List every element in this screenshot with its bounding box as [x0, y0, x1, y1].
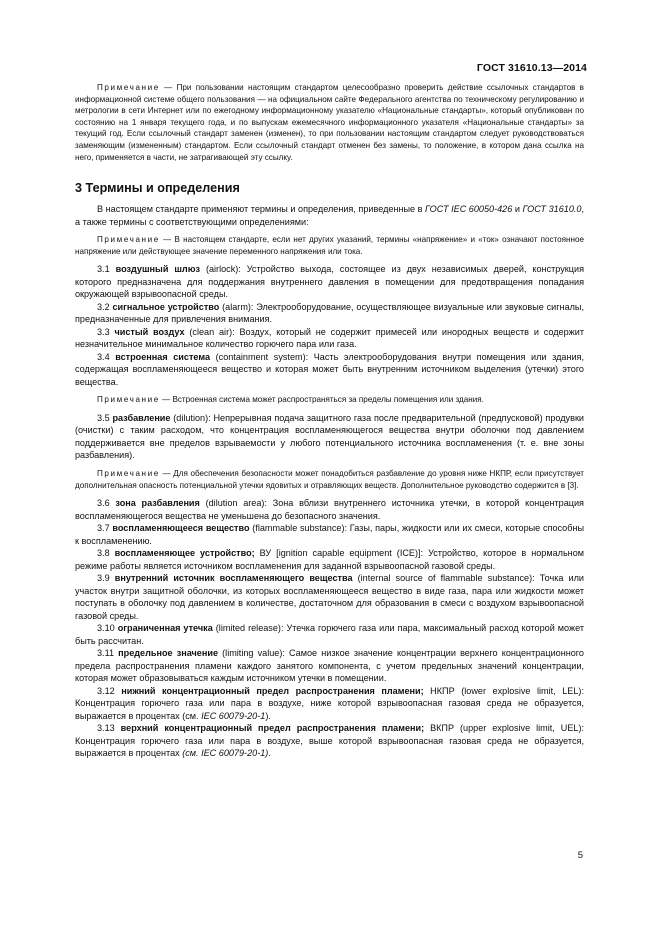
term-name: ограниченная утечка [117, 623, 213, 634]
term-3-6: 3.6 зона разбавления (dilution area): Зона вблизи внутреннего источника утечки, в которой концентрация воспламеняющегося вещества не уменьшена до безопасного значения. [75, 498, 584, 521]
term-3-3: 3.3 чистый воздух (clean air): Воздух, который не содержит примесей или инородных веществ и содержит незначительное минимальное количество горючего пара или газа. [75, 326, 584, 350]
document-header: ГОСТ 31610.13—2014 [476, 62, 587, 74]
term-name: воспламеняющее устройство; [114, 548, 255, 559]
term-name: предельное значение [118, 648, 219, 659]
term-name: встроенная система [115, 351, 211, 362]
term-3-13: 3.13 верхний концентрационный предел распространения пламени; ВКПР (upper explosive limit, UEL): Концентрация горючего газа или пара в воздухе, выше которой взрывоопасная газовая среда не образуется, выражается в процентах (см. IEC 60079-20-1). [75, 723, 584, 759]
term-name: верхний концентрационный предел распространения пламени; [120, 723, 425, 734]
term-name: воспламеняющееся вещество [112, 523, 250, 534]
term-3-5-note: Примечание — Для обеспечения безопасности может понадобиться разбавление до уровня ниже НКПР, если присутствует дополнительная опасность потенциальной утечки ядовитых и отравляющих веществ. Дополнительное руководство содержится в [3]. [75, 468, 585, 490]
intro-note: Примечание — В настоящем стандарте, если нет других указаний, термины «напряжение» и «ток» означают постоянное напряжение или действующее значение переменного напряжения или тока. [75, 235, 584, 256]
reference-link: (см. IEC 60079-20-1) [182, 748, 269, 759]
reference-link: ГОСТ IEC 60050-426 [425, 204, 513, 215]
term-3-7: 3.7 воспламеняющееся вещество (flammable substance): Газы, пары, жидкости или их смеси, которые способны к воспламенению. [75, 523, 584, 546]
term-3-4-note: Примечание — Встроенная система может распространяться за пределы помещения или здания. [97, 395, 484, 405]
term-3-1: 3.1 воздушный шлюз (airlock): Устройство выхода, состоящее из двух независимых дверей, конструкция которого предназначена для поддержания внутреннего давления в помещении для предотвращения попадания окружающей взрывоопасной среды. [75, 264, 584, 300]
reference-link: ГОСТ 31610.0 [522, 204, 582, 215]
note-text: При пользовании настоящим стандартом целесообразно проверить действие ссылочных стандартов в информационной системе общего пользования — на официальном сайте Федерального агентства по техническому регулированию и метрологии в сети Интернет или по ежегодному информационному указателю «Национальные стандарты», который опубликован по состоянию на 1 января текущего года, и по выпускам ежемесячного информационного указателя «Национальные стандарты» за текущий год. Если ссылочный стандарт заменен (изменен), то при пользовании настоящим стандартом следует руководствоваться заменяющим (измененным) стандартом. Если ссылочный стандарт отменен без замены, то положение, в котором дана ссылка на него, применяется в части, не затрагивающей эту ссылку. [75, 83, 584, 162]
term-3-4: 3.4 встроенная система (containment system): Часть электрооборудования внутри помещения или здания, содержащая воспламеняющееся вещество и которая может быть внутренним источником выделения (утечки) этого вещества. [75, 351, 584, 387]
term-3-10: 3.10 ограниченная утечка (limited release): Утечка горючего газа или пара, максимальный расход которой может быть рассчитан. [75, 623, 585, 646]
term-3-9: 3.9 внутренний источник воспламеняющего вещества (internal source of flammable substance): Точка или участок внутри защитной оболочки, из которых воспламеняющееся вещество в виде газа, пара или жидкости может поступать в оболочку под давлением в количестве, достаточном для образования в смеси с воздухом взрывоопасной газовой среды. [75, 573, 584, 621]
term-name: разбавление [112, 412, 171, 423]
top-note: Примечание — При пользовании настоящим стандартом целесообразно проверить действие ссылочных стандартов в информационной системе общего пользования — на официальном сайте Федерального агентства по техническому регулированию и метрологии в сети Интернет или по ежегодному информационному указателю «Национальные стандарты», который опубликован по состоянию на 1 января текущего года, и по выпускам ежемесячного информационного указателя «Национальные стандарты» за текущий год. Если ссылочный стандарт заменен (изменен), то при пользовании настоящим стандартом следует руководствоваться заменяющим (измененным) стандартом. Если ссылочный стандарт отменен без замены, то положение, в котором дана ссылка на него, применяется в части, не затрагивающей эту ссылку. [75, 83, 584, 162]
page-content [75, 82, 584, 760]
term-name: зона разбавления [115, 498, 200, 509]
term-name: внутренний источник воспламеняющего вещества [114, 573, 353, 584]
term-name: нижний концентрационный предел распространения пламени; [121, 685, 424, 696]
term-3-11: 3.11 предельное значение (limiting value): Самое низкое значение концентрации верхнего концентрационного предела распространения пламени каждого занятого компонента, с учетом предельных значений концентрации, которая может образовываться каждым источником утечки в помещении. [75, 648, 584, 684]
reference-link: IEC 60079-20-1 [201, 710, 266, 721]
term-name: чистый воздух [114, 326, 185, 337]
section-intro: В настоящем стандарте применяют термины и определения, приведенные в ГОСТ IEC 60050-426 и ГОСТ 31610.0, а также термины с соответствующими определениями: [75, 204, 584, 227]
term-3-8: 3.8 воспламеняющее устройство; ВУ [ignition capable equipment (ICE)]: Устройство, которое в нормальном режиме работы является источником воспламенения для заданной взрывоопасной газовой среды. [75, 548, 585, 571]
term-3-5: 3.5 разбавление (dilution): Непрерывная подача защитного газа после предварительной (предпусковой) продувки (очистки) с таким расходом, что концентрация воспламеняющегося вещества внутри оболочки под давлением поддерживается вне пределов взрываемости у любого потенциального источника воспламенения (т. е. вне зоны разбавления). [75, 412, 584, 461]
section-title: 3 Термины и определения [75, 181, 240, 196]
note-label: Примечание [97, 83, 160, 92]
term-name: сигнальное устройство [112, 301, 220, 312]
term-name: воздушный шлюз [115, 264, 200, 275]
page-number: 5 [577, 850, 583, 861]
term-3-2: 3.2 сигнальное устройство (alarm): Электрооборудование, осуществляющее визуальные или звуковые сигналы, предназначенные для привлечения внимания. [75, 301, 584, 325]
term-3-12: 3.12 нижний концентрационный предел распространения пламени; НКПР (lower explosive limit, LEL): Концентрация горючего газа или пара в воздухе, ниже которой взрывоопасная газовая среда не образуется, выражается в процентах (см. IEC 60079-20-1). [75, 685, 584, 721]
